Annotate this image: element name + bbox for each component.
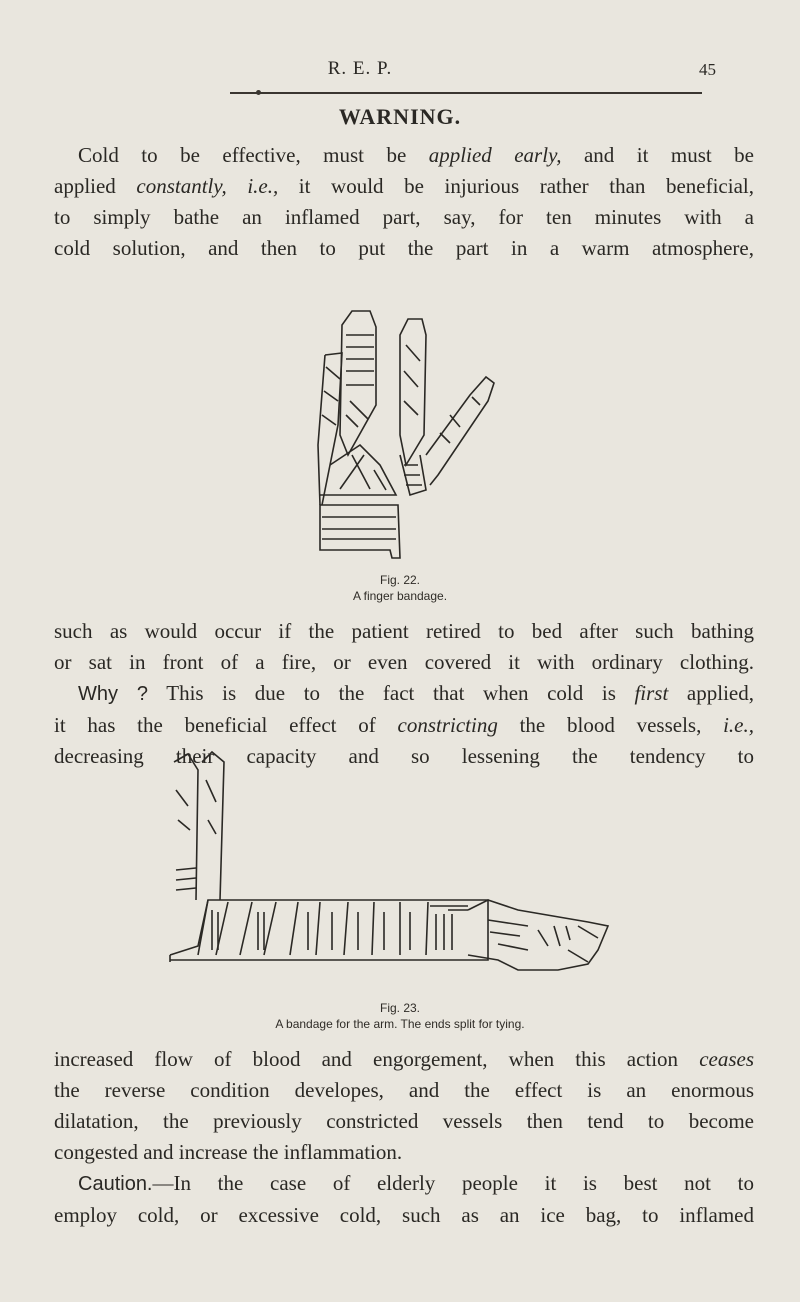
section-heading: WARNING.	[338, 104, 462, 129]
text-line: dilatation, the previously constricted vessels then tend to become	[54, 1109, 754, 1133]
text-line: decreasing their capacity and so lessening the tendency to	[54, 744, 754, 768]
text-line: Cold to be effective, must be applied early, and it must be	[78, 143, 755, 167]
text-line: such as would occur if the patient retired to bed after such bathing	[54, 619, 754, 643]
text-line: employ cold, or excessive cold, such as an ice bag, to inflamed	[54, 1203, 754, 1227]
running-head: R. E. P.	[327, 58, 393, 79]
paragraph-warning	[54, 140, 754, 264]
paragraph-inflammation	[54, 1044, 754, 1231]
figure-caption: A finger bandage.	[352, 589, 448, 603]
text-line: or sat in front of a fire, or even covered it with ordinary clothing.	[54, 650, 754, 674]
figure-label: Fig. 22.	[379, 573, 421, 587]
header-rule	[230, 92, 702, 94]
figure-caption: A bandage for the arm. The ends split for tying.	[275, 1017, 525, 1031]
text-line: Why ? This is due to the fact that when cold is first applied,	[78, 681, 754, 705]
text-line: increased flow of blood and engorgement, when this action ceases	[54, 1047, 754, 1071]
arm-bandage-illustration	[168, 750, 728, 1000]
text-line: Caution.—In the case of elderly people it is best not to	[78, 1171, 754, 1195]
paragraph-why	[54, 616, 754, 772]
page-header	[0, 58, 800, 88]
text-line: cold solution, and then to put the part in a warm atmosphere,	[54, 236, 754, 260]
figure-label: Fig. 23.	[379, 1001, 421, 1015]
header-rule-dot	[256, 90, 261, 95]
text-line: the reverse condition developes, and the effect is an enormous	[54, 1078, 754, 1102]
text-line: congested and increase the inflammation.	[54, 1140, 403, 1164]
finger-bandage-illustration	[300, 305, 500, 567]
page-number: 45	[699, 60, 716, 79]
text-line: to simply bathe an inflamed part, say, for ten minutes with a	[54, 205, 754, 229]
text-line: it has the beneficial effect of constricting the blood vessels, i.e.,	[54, 713, 754, 737]
text-line: applied constantly, i.e., it would be injurious rather than beneficial,	[54, 174, 754, 198]
